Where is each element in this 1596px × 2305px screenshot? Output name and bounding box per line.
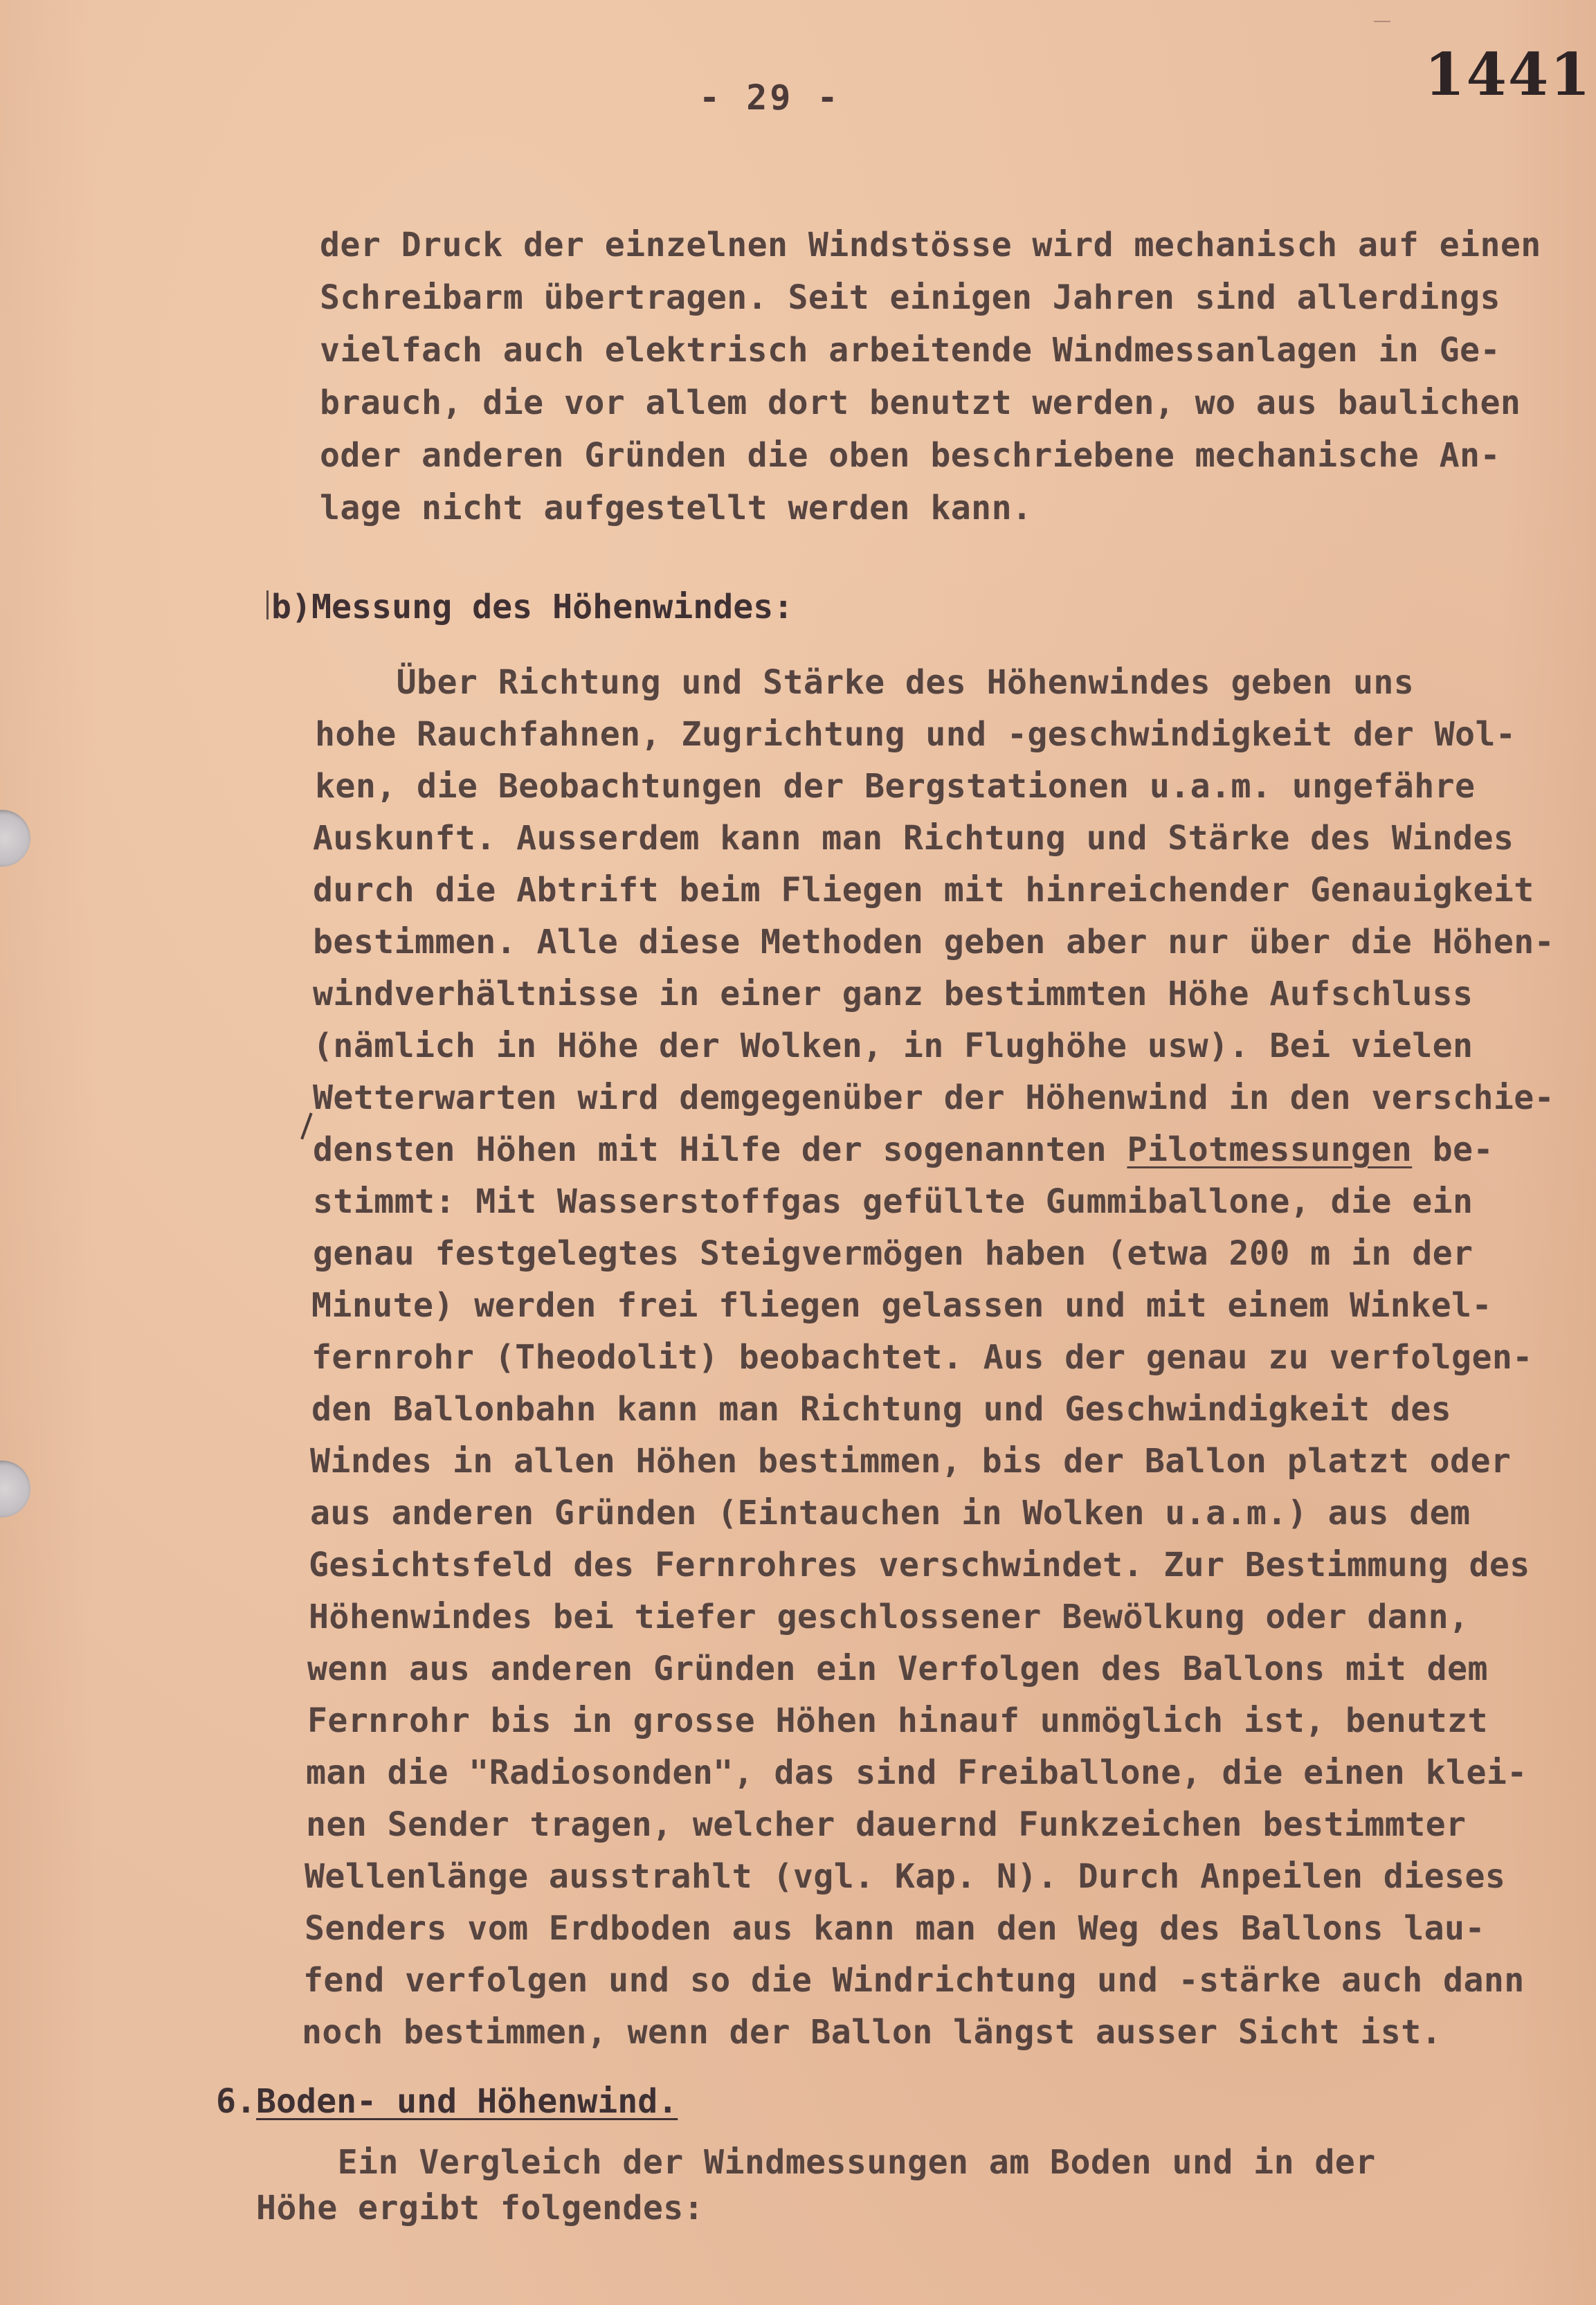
text-line: wenn aus anderen Gründen ein Verfolgen des Ballons mit dem [307, 1649, 1488, 1688]
text-line: lage nicht aufgestellt werden kann. [320, 489, 1033, 527]
text-line [313, 1130, 1494, 1169]
text-line: fend verfolgen und so die Windrichtung und -stärke auch dann [303, 1961, 1525, 2000]
section-title: Boden- und Höhenwind. [256, 2082, 678, 2121]
punch-hole [0, 810, 30, 867]
page-number: - 29 - [699, 78, 841, 118]
text-line: Windes in allen Höhen bestimmen, bis der Ballon platzt oder [310, 1442, 1512, 1481]
text-segment: be- [1412, 1130, 1494, 1169]
text-line: nen Sender tragen, welcher dauernd Funkzeichen bestimmter [306, 1805, 1467, 1844]
text-line: Auskunft. Ausserdem kann man Richtung und Stärke des Windes [313, 819, 1514, 858]
text-line: Minute) werden frei fliegen gelassen und mit einem Winkel- [311, 1286, 1492, 1325]
text-line: Ein Vergleich der Windmessungen am Boden und in der [256, 2143, 1376, 2182]
text-line: durch die Abtrift beim Fliegen mit hinreichender Genauigkeit [313, 871, 1534, 910]
text-line: den Ballonbahn kann man Richtung und Geschwindigkeit des [311, 1390, 1452, 1429]
text-line: noch bestimmen, wenn der Ballon längst ausser Sicht ist. [302, 2013, 1442, 2052]
text-line: Höhe ergibt folgendes: [256, 2189, 705, 2227]
text-line: Höhenwindes bei tiefer geschlossener Bewölkung oder dann, [309, 1598, 1469, 1636]
text-line: fernrohr (Theodolit) beobachtet. Aus der genau zu verfolgen- [311, 1338, 1533, 1377]
text-line: Über Richtung und Stärke des Höhenwindes geben uns [315, 663, 1415, 702]
text-line: (nämlich in Höhe der Wolken, in Flughöhe usw). Bei vielen [313, 1027, 1473, 1065]
margin-mark [266, 590, 269, 620]
underlined-term: Pilotmessungen [1127, 1130, 1413, 1169]
text-line: brauch, die vor allem dort benutzt werden, wo aus baulichen [320, 383, 1521, 422]
text-line: windverhältnisse in einer ganz bestimmten Höhe Aufschluss [313, 975, 1473, 1013]
text-line: stimmt: Mit Wasserstoffgas gefüllte Gummiballone, die ein [313, 1182, 1473, 1221]
text-line: Schreibarm übertragen. Seit einigen Jahren sind allerdings [320, 278, 1500, 317]
section-heading [216, 2082, 678, 2121]
text-line: Senders vom Erdboden aus kann man den Weg des Ballons lau- [305, 1909, 1485, 1948]
text-line: aus anderen Gründen (Eintauchen in Wolken u.a.m.) aus dem [310, 1494, 1471, 1533]
text-line: Gesichtsfeld des Fernrohres verschwindet. Zur Bestimmung des [309, 1546, 1530, 1584]
pencil-tick-mark [1374, 21, 1390, 22]
text-line: Fernrohr bis in grosse Höhen hinauf unmöglich ist, benutzt [307, 1701, 1488, 1740]
section-number: 6. [216, 2082, 257, 2121]
section-heading: b)Messung des Höhenwindes: [271, 588, 794, 626]
text-line: ken, die Beobachtungen der Bergstationen u.a.m. ungefähre [315, 767, 1476, 806]
folio-number: 1441 [1424, 40, 1592, 109]
text-line: genau festgelegtes Steigvermögen haben (etwa 200 m in der [313, 1234, 1473, 1273]
text-line: hohe Rauchfahnen, Zugrichtung und -geschwindigkeit der Wol- [315, 715, 1516, 754]
text-line: vielfach auch elektrisch arbeitende Windmessanlagen in Ge- [320, 331, 1500, 370]
punch-hole [0, 1461, 30, 1517]
text-line: Wetterwarten wird demgegenüber der Höhenwind in den verschie- [313, 1078, 1555, 1117]
text-line: Wellenlänge ausstrahlt (vgl. Kap. N). Durch Anpeilen dieses [305, 1857, 1506, 1896]
text-line: man die "Radiosonden", das sind Freiballone, die einen klei- [306, 1753, 1527, 1792]
text-line: bestimmen. Alle diese Methoden geben aber nur über die Höhen- [313, 923, 1555, 961]
text-segment: densten Höhen mit Hilfe der sogenannten [313, 1130, 1127, 1169]
text-line: oder anderen Gründen die oben beschriebene mechanische An- [320, 436, 1500, 475]
text-line: der Druck der einzelnen Windstösse wird mechanisch auf einen [320, 226, 1541, 264]
